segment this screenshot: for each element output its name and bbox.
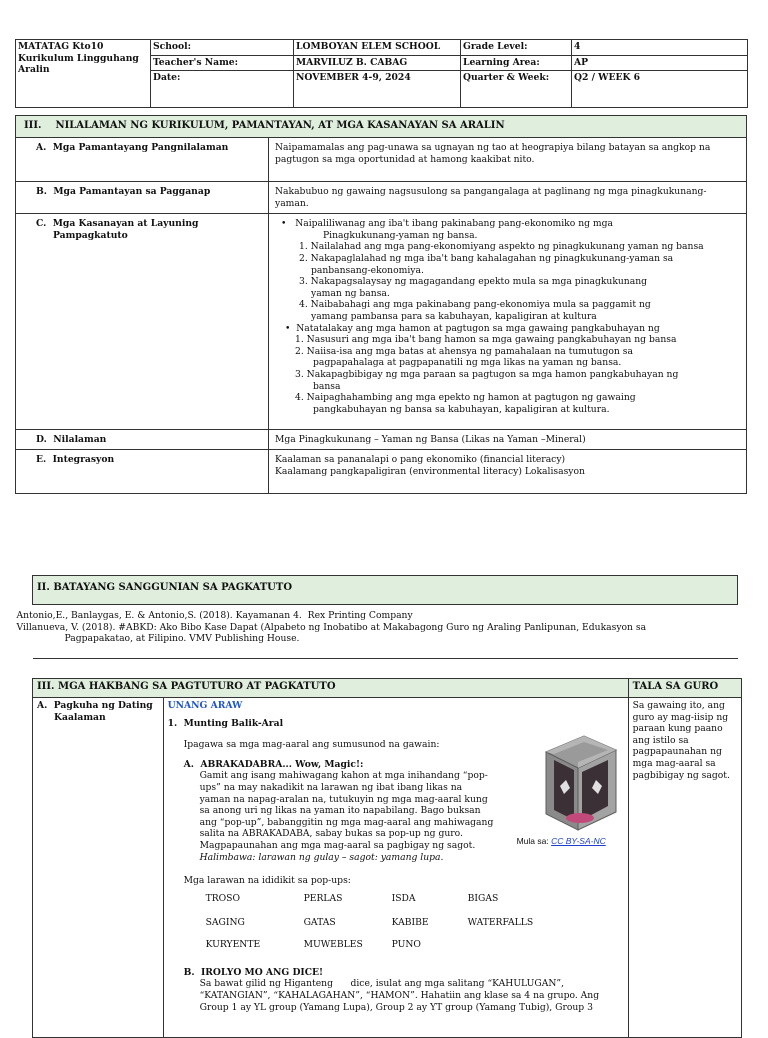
label-e: E. Integrasyon: [36, 454, 115, 466]
objective-bullet-2: • Natatalakay ang mga hamon at pagtugon sa mga gawaing pangkabuhayan ng: [285, 322, 660, 334]
activity-b-title: B. IROLYO MO ANG DICE!: [183, 966, 324, 978]
text-a: Naipamamalas ang pag-unawa sa ugnayan ng tao at heograpiya bilang batayan sa angkop na pagtugon sa mga oportunidad at hamong kaakibat nito.: [275, 142, 711, 165]
quarter-label: Quarter & Week:: [463, 72, 550, 83]
activity-b-text: [168, 978, 624, 1013]
procedure-label-cell: [33, 698, 164, 1038]
activity-a-line: yaman na napag-aralan na, tutukuyin ng mga mag-aaral kung: [199, 793, 488, 805]
area-value: AP: [574, 57, 589, 68]
objectives-cell: [269, 214, 747, 430]
label-a: A. Mga Pamantayang Pangnilalaman: [36, 142, 229, 153]
image-credit: Mula sa: CC BY-SA-NC: [516, 836, 606, 846]
area-label: Learning Area:: [463, 57, 540, 68]
label-b: B. Mga Pamantayan sa Pagganap: [36, 186, 211, 197]
procedure-title-cell: [33, 679, 629, 698]
grade-label: Grade Level:: [463, 41, 528, 52]
magic-box-image: [536, 734, 622, 834]
activity-a-line: ang “pop-up”, babanggitin ng mga mag-aaral ang mahiwagang: [199, 816, 494, 828]
references-cell: [16, 605, 738, 659]
objective-1-item-cont: yaman ng bansa.: [311, 287, 390, 299]
school-value: LOMBOYAN ELEM SCHOOL: [296, 41, 441, 52]
tala-cell: [628, 698, 741, 1038]
popup-word: PUNO: [391, 938, 421, 950]
objective-list-1: [275, 241, 740, 322]
popup-word: MUWEBLES: [303, 938, 363, 950]
objective-2-item: 2. Naiisa-isa ang mga batas at ahensya ng pamahalaan na tumutugon sa: [295, 345, 633, 357]
popup-word: KABIBE: [391, 916, 429, 928]
quarter-value: Q2 / WEEK 6: [574, 72, 641, 83]
label-c-2: Pampagkatuto: [53, 229, 128, 241]
procedure-title: III. MGA HAKBANG SA PAGTUTURO AT PAGKATUTO: [37, 681, 336, 692]
intro-text: Ipagawa sa mga mag-aaral ang sumusunod na gawain:: [183, 739, 440, 751]
header-table: [15, 39, 748, 108]
curriculum-table: [15, 115, 747, 494]
references-title-cell: [33, 576, 738, 605]
popup-word: TROSO: [205, 892, 240, 904]
activity-b-line-1: Sa bawat gilid ng Higanteng dice, isulat ang mga salitang “KAHULUGAN”,: [199, 978, 565, 990]
activity-a-text: [168, 770, 512, 851]
activity-a-example: Halimbawa: larawan ng gulay – sagot: yamang lupa.: [199, 851, 444, 863]
popup-word: WATERFALLS: [467, 916, 534, 928]
tala-title-cell: [628, 679, 741, 698]
teacher-value: MARVILUZ B. CABAG: [296, 57, 408, 68]
label-c-1: C. Mga Kasanayan at Layuning: [36, 218, 199, 230]
activity-b-line-3: Group 1 ay YL group (Yamang Lupa), Group 2 ay YT group (Yamang Tubig), Group 3: [199, 1001, 593, 1013]
reference-2: Villanueva, V. (2018). #ABKD: Ako Bibo Kase Dapat (Alpabeto ng Inobatibo at Makabagong Guro ng Araling Panlipunan, Edukasyon sa: [16, 621, 647, 633]
objective-bullet-1: • Naipaliliwanag ang iba't ibang pakinabang pang-ekonomiko ng mga: [281, 218, 613, 230]
header-left-subtitle: Kurikulum Lingguhang Aralin: [18, 52, 139, 76]
objective-bullet-1-cont: Pinagkukunang-yaman ng bansa.: [323, 229, 478, 241]
objective-1-item: 1. Nailalahad ang mga pang-ekonomiyang aspekto ng pinagkukunang yaman ng bansa: [299, 241, 704, 253]
popup-word: PERLAS: [303, 892, 343, 904]
popup-word: SAGING: [205, 916, 245, 928]
text-b: Nakabubuo ng gawaing nagsusulong sa pangangalaga at paglinang ng mga pinagkukunang-yaman.: [275, 186, 707, 209]
objective-list-2: [275, 334, 740, 415]
popup-word: ISDA: [391, 892, 416, 904]
date-label: Date:: [153, 72, 181, 83]
activity-a-line: Gamit ang isang mahiwagang kahon at mga inihandang “pop-: [199, 770, 488, 782]
activity-a-line: salita na ABRAKADABA, sabay bukas sa pop-up ng guro.: [199, 828, 463, 840]
objective-1-item-cont: yamang pambansa para sa kabuhayan, kapaligiran at kultura: [311, 310, 597, 322]
objective-2-item: 4. Naipaghahambing ang mga epekto ng hamon at pagtugon ng gawaing: [295, 392, 636, 404]
objective-2-item-cont: pangkabuhayan ng bansa sa kabuhayan, kapaligiran at kultura.: [313, 403, 610, 415]
activity-a-line: ups” na may nakadikit na larawan ng ibat ibang likas na: [199, 781, 463, 793]
procedure-table: [32, 678, 742, 1038]
popups-label: Mga larawan na ididikit sa pop-ups:: [183, 875, 351, 887]
objective-1-item-cont: panbansang-ekonomiya.: [311, 264, 424, 276]
popup-word: GATAS: [303, 916, 336, 928]
activity-a-line: sa anong uri ng likas na yaman ito napabilang. Bago buksan: [199, 805, 481, 817]
objective-1-item: 3. Nakapagsalaysay ng magagandang epekto mula sa mga pinagkukunang: [299, 276, 648, 288]
label-d: D. Nilalaman: [36, 434, 107, 446]
word-grid: [168, 893, 624, 963]
teacher-label: Teacher's Name:: [153, 57, 239, 68]
reference-2-cont: Pagpapakatao, at Filipino. VMV Publishing House.: [64, 633, 300, 645]
objective-2-item-cont: bansa: [313, 380, 341, 392]
text-d: Mga Pinagkukunang – Yaman ng Bansa (Likas na Yaman –Mineral): [275, 434, 586, 446]
references-table: [16, 575, 738, 659]
objective-1-item: 4. Naibabahagi ang mga pakinabang pang-ekonomiya mula sa paggamit ng: [299, 299, 651, 311]
activity-a-title: A. ABRAKADABRA... Wow, Magic!:: [183, 758, 364, 770]
tala-title: TALA SA GURO: [632, 681, 719, 692]
activity-a-line: Magpapaunahan ang mga mag-aaral sa pagbigay ng sagot.: [199, 839, 476, 851]
header-left-title: MATATAG Kto10: [18, 41, 104, 52]
grade-value: 4: [574, 41, 581, 52]
objective-1-item: 2. Nakapaglalahad ng mga iba't bang kahalagahan ng pinagkukunang-yaman sa: [299, 252, 674, 264]
header-left-cell: [16, 40, 151, 108]
procedure-label-a-1: A. Pagkuha ng Dating: [37, 700, 153, 711]
procedure-label-a-2: Kaalaman: [54, 711, 106, 723]
date-value: NOVEMBER 4-9, 2024: [296, 72, 411, 83]
tala-text: Sa gawaing ito, ang guro ay mag-iisip ng paraan kung paano ang istilo sa pagpapaunahan ng mga mag-aaral sa pagbibigay ng sagot.: [632, 700, 730, 781]
activity-b-line-2: “KATANGIAN”, “KAHALAGAHAN”, “HAMON”. Hahatiin ang klase sa 4 na grupo. Ang: [199, 989, 600, 1001]
objective-2-item: 1. Nasusuri ang mga iba't bang hamon sa mga gawaing pangkabuhayan ng bansa: [295, 334, 677, 346]
popup-word: BIGAS: [467, 892, 499, 904]
popup-word: KURYENTE: [205, 938, 261, 950]
objective-2-item: 3. Nakapagbibigay ng mga paraan sa pagtugon sa mga hamon pangkabuhayan ng: [295, 368, 679, 380]
image-credit-link[interactable]: CC BY-SA-NC: [551, 836, 606, 846]
day-label: UNANG ARAW: [167, 700, 243, 711]
procedure-content-cell: [163, 698, 628, 1038]
school-label: School:: [153, 41, 192, 52]
step-title: 1. Munting Balik-Aral: [167, 717, 284, 729]
text-e-2: Kaalamang pangkapaligiran (environmental literacy) Lokalisasyon: [275, 465, 585, 477]
text-e-1: Kaalaman sa pananalapi o pang ekonomiko (financial literacy): [275, 454, 566, 466]
objective-2-item-cont: pagpapahalaga at pagpapanatili ng mga likas na yaman ng bansa.: [313, 357, 622, 369]
references-title: II. BATAYANG SANGGUNIAN SA PAGKATUTO: [37, 582, 293, 593]
curriculum-title-cell: [16, 116, 747, 138]
magic-box-icon: [536, 734, 622, 834]
reference-1: Antonio,E., Banlaygas, E. & Antonio,S. (2018). Kayamanan 4. Rex Printing Company: [16, 610, 413, 621]
curriculum-title: III. NILALAMAN NG KURIKULUM, PAMANTAYAN, AT MGA KASANAYAN SA ARALIN: [24, 120, 505, 131]
